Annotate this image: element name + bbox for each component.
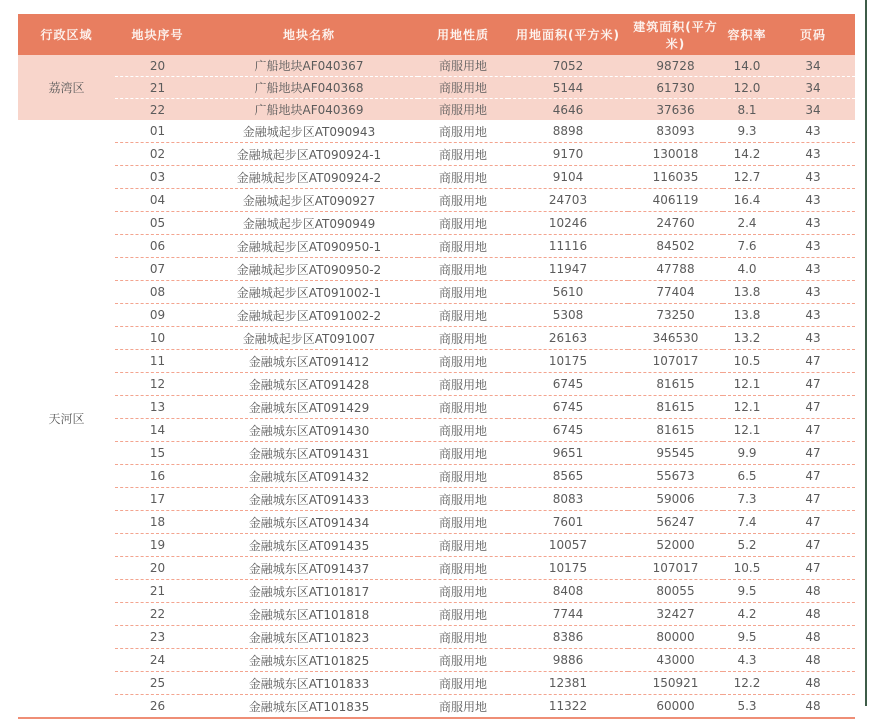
table-row [18, 672, 855, 695]
cell-plot-name: 金融城东区AT101835 [200, 695, 418, 719]
cell-page-number: 48 [771, 672, 855, 695]
cell-land-use: 商服用地 [418, 212, 508, 235]
cell-building-area: 116035 [628, 166, 723, 189]
table-row [18, 55, 855, 77]
cell-land-use: 商服用地 [418, 189, 508, 212]
cell-building-area: 80000 [628, 626, 723, 649]
column-header-land-area: 用地面积(平方米) [508, 14, 628, 55]
table-header [18, 14, 855, 55]
cell-plot-number: 25 [115, 672, 200, 695]
cell-land-area: 6745 [508, 419, 628, 442]
cell-plot-ratio: 6.5 [723, 465, 771, 488]
cell-building-area: 81615 [628, 396, 723, 419]
cell-plot-ratio: 4.0 [723, 258, 771, 281]
cell-plot-ratio: 7.4 [723, 511, 771, 534]
cell-plot-name: 金融城东区AT091430 [200, 419, 418, 442]
cell-plot-name: 金融城东区AT091431 [200, 442, 418, 465]
cell-building-area: 55673 [628, 465, 723, 488]
cell-plot-ratio: 9.3 [723, 120, 771, 143]
cell-plot-name: 金融城起步区AT090943 [200, 120, 418, 143]
cell-land-area: 4646 [508, 99, 628, 121]
cell-plot-number: 02 [115, 143, 200, 166]
table-row [18, 304, 855, 327]
cell-plot-ratio: 14.2 [723, 143, 771, 166]
cell-plot-ratio: 5.2 [723, 534, 771, 557]
table-row [18, 189, 855, 212]
cell-plot-ratio: 13.2 [723, 327, 771, 350]
column-header-land-use: 用地性质 [418, 14, 508, 55]
cell-building-area: 24760 [628, 212, 723, 235]
cell-plot-number: 12 [115, 373, 200, 396]
cell-plot-ratio: 16.4 [723, 189, 771, 212]
cell-land-use: 商服用地 [418, 396, 508, 419]
cell-building-area: 84502 [628, 235, 723, 258]
cell-land-area: 11947 [508, 258, 628, 281]
cell-building-area: 81615 [628, 419, 723, 442]
table-row [18, 143, 855, 166]
cell-plot-ratio: 10.5 [723, 557, 771, 580]
cell-building-area: 81615 [628, 373, 723, 396]
cell-building-area: 107017 [628, 350, 723, 373]
table-row [18, 350, 855, 373]
cell-land-area: 11116 [508, 235, 628, 258]
cell-plot-name: 金融城东区AT091429 [200, 396, 418, 419]
cell-plot-number: 08 [115, 281, 200, 304]
cell-building-area: 52000 [628, 534, 723, 557]
cell-page-number: 48 [771, 649, 855, 672]
cell-plot-number: 26 [115, 695, 200, 719]
table-row [18, 649, 855, 672]
cell-land-use: 商服用地 [418, 77, 508, 99]
cell-plot-name: 金融城起步区AT090950-2 [200, 258, 418, 281]
cell-plot-ratio: 4.3 [723, 649, 771, 672]
cell-plot-number: 16 [115, 465, 200, 488]
region-cell: 荔湾区 [18, 55, 115, 120]
cell-plot-name: 金融城东区AT091435 [200, 534, 418, 557]
cell-page-number: 43 [771, 281, 855, 304]
cell-plot-name: 金融城东区AT101823 [200, 626, 418, 649]
table-row [18, 258, 855, 281]
cell-land-use: 商服用地 [418, 534, 508, 557]
cell-land-use: 商服用地 [418, 281, 508, 304]
table-row [18, 511, 855, 534]
cell-land-use: 商服用地 [418, 488, 508, 511]
cell-plot-number: 15 [115, 442, 200, 465]
cell-plot-ratio: 12.0 [723, 77, 771, 99]
cell-land-use: 商服用地 [418, 55, 508, 77]
cell-plot-number: 24 [115, 649, 200, 672]
land-plots-table [18, 14, 855, 719]
cell-plot-ratio: 5.3 [723, 695, 771, 719]
cell-building-area: 80055 [628, 580, 723, 603]
cell-plot-number: 06 [115, 235, 200, 258]
cell-land-area: 10175 [508, 557, 628, 580]
cell-building-area: 107017 [628, 557, 723, 580]
cell-page-number: 47 [771, 557, 855, 580]
cell-plot-ratio: 13.8 [723, 281, 771, 304]
region-group [18, 55, 855, 120]
cell-building-area: 95545 [628, 442, 723, 465]
cell-plot-name: 金融城东区AT101833 [200, 672, 418, 695]
column-header-plot-name: 地块名称 [200, 14, 418, 55]
cell-plot-ratio: 7.3 [723, 488, 771, 511]
column-header-page-number: 页码 [771, 14, 855, 55]
table-row [18, 603, 855, 626]
cell-land-area: 26163 [508, 327, 628, 350]
cell-plot-name: 广船地块AF040367 [200, 55, 418, 77]
cell-plot-ratio: 13.8 [723, 304, 771, 327]
table-row [18, 465, 855, 488]
cell-page-number: 34 [771, 99, 855, 121]
cell-page-number: 43 [771, 258, 855, 281]
cell-building-area: 43000 [628, 649, 723, 672]
cell-land-area: 10175 [508, 350, 628, 373]
table-row [18, 166, 855, 189]
cell-plot-ratio: 10.5 [723, 350, 771, 373]
cell-building-area: 59006 [628, 488, 723, 511]
cell-plot-number: 04 [115, 189, 200, 212]
cell-plot-name: 金融城起步区AT090924-2 [200, 166, 418, 189]
cell-plot-name: 广船地块AF040368 [200, 77, 418, 99]
cell-land-area: 8408 [508, 580, 628, 603]
cell-land-use: 商服用地 [418, 442, 508, 465]
table-row [18, 235, 855, 258]
cell-plot-name: 金融城东区AT091434 [200, 511, 418, 534]
cell-plot-number: 19 [115, 534, 200, 557]
cell-plot-ratio: 12.1 [723, 373, 771, 396]
region-group [18, 120, 855, 718]
cell-land-area: 6745 [508, 373, 628, 396]
cell-land-use: 商服用地 [418, 695, 508, 719]
cell-plot-number: 21 [115, 77, 200, 99]
cell-land-use: 商服用地 [418, 166, 508, 189]
cell-land-area: 5308 [508, 304, 628, 327]
cell-plot-ratio: 9.9 [723, 442, 771, 465]
cell-page-number: 43 [771, 189, 855, 212]
cell-building-area: 73250 [628, 304, 723, 327]
column-header-plot-ratio: 容积率 [723, 14, 771, 55]
cell-plot-name: 金融城东区AT101818 [200, 603, 418, 626]
table-row [18, 327, 855, 350]
cell-land-use: 商服用地 [418, 99, 508, 121]
cell-land-area: 8898 [508, 120, 628, 143]
cell-land-area: 9886 [508, 649, 628, 672]
cell-page-number: 48 [771, 626, 855, 649]
cell-land-use: 商服用地 [418, 672, 508, 695]
cell-building-area: 32427 [628, 603, 723, 626]
cell-building-area: 406119 [628, 189, 723, 212]
column-header-building-area: 建筑面积(平方米) [628, 14, 723, 55]
table-row [18, 534, 855, 557]
cell-page-number: 47 [771, 442, 855, 465]
cell-page-number: 47 [771, 350, 855, 373]
cell-land-use: 商服用地 [418, 350, 508, 373]
cell-page-number: 43 [771, 120, 855, 143]
column-header-plot-number: 地块序号 [115, 14, 200, 55]
cell-land-use: 商服用地 [418, 626, 508, 649]
cell-page-number: 48 [771, 580, 855, 603]
cell-plot-number: 01 [115, 120, 200, 143]
cell-building-area: 77404 [628, 281, 723, 304]
cell-plot-ratio: 2.4 [723, 212, 771, 235]
cell-plot-name: 金融城起步区AT090924-1 [200, 143, 418, 166]
cell-page-number: 47 [771, 373, 855, 396]
cell-land-area: 7744 [508, 603, 628, 626]
cell-building-area: 83093 [628, 120, 723, 143]
cell-land-use: 商服用地 [418, 649, 508, 672]
cell-plot-ratio: 12.2 [723, 672, 771, 695]
cell-plot-ratio: 4.2 [723, 603, 771, 626]
cell-page-number: 34 [771, 55, 855, 77]
cell-building-area: 150921 [628, 672, 723, 695]
cell-land-area: 12381 [508, 672, 628, 695]
cell-plot-number: 17 [115, 488, 200, 511]
cell-page-number: 43 [771, 327, 855, 350]
table-row [18, 419, 855, 442]
cell-land-use: 商服用地 [418, 580, 508, 603]
cell-plot-name: 金融城起步区AT091007 [200, 327, 418, 350]
cell-land-use: 商服用地 [418, 557, 508, 580]
cell-land-area: 8083 [508, 488, 628, 511]
cell-page-number: 43 [771, 143, 855, 166]
cell-building-area: 61730 [628, 77, 723, 99]
cell-page-number: 48 [771, 695, 855, 719]
cell-land-use: 商服用地 [418, 465, 508, 488]
cell-plot-name: 金融城东区AT101817 [200, 580, 418, 603]
cell-land-area: 24703 [508, 189, 628, 212]
cell-page-number: 43 [771, 304, 855, 327]
cell-plot-ratio: 9.5 [723, 626, 771, 649]
cell-plot-name: 金融城东区AT101825 [200, 649, 418, 672]
cell-land-use: 商服用地 [418, 511, 508, 534]
cell-plot-name: 金融城东区AT091428 [200, 373, 418, 396]
cell-land-area: 8386 [508, 626, 628, 649]
cell-plot-name: 金融城东区AT091433 [200, 488, 418, 511]
cell-land-area: 9651 [508, 442, 628, 465]
cell-plot-number: 22 [115, 603, 200, 626]
cell-page-number: 47 [771, 419, 855, 442]
cell-plot-number: 14 [115, 419, 200, 442]
cell-plot-name: 金融城起步区AT090949 [200, 212, 418, 235]
table-row [18, 626, 855, 649]
table-row [18, 373, 855, 396]
cell-building-area: 346530 [628, 327, 723, 350]
cell-plot-ratio: 12.1 [723, 419, 771, 442]
cell-land-area: 6745 [508, 396, 628, 419]
cell-land-use: 商服用地 [418, 258, 508, 281]
cell-plot-name: 金融城起步区AT091002-1 [200, 281, 418, 304]
cell-plot-name: 金融城起步区AT091002-2 [200, 304, 418, 327]
cell-plot-ratio: 9.5 [723, 580, 771, 603]
header-row [18, 14, 855, 55]
cell-plot-name: 广船地块AF040369 [200, 99, 418, 121]
cell-page-number: 47 [771, 465, 855, 488]
cell-land-use: 商服用地 [418, 373, 508, 396]
cell-land-area: 10057 [508, 534, 628, 557]
land-plots-table-container [18, 14, 855, 719]
cell-plot-number: 05 [115, 212, 200, 235]
cell-building-area: 130018 [628, 143, 723, 166]
window-edge-line [865, 0, 867, 706]
table-row [18, 99, 855, 121]
table-row [18, 442, 855, 465]
cell-land-use: 商服用地 [418, 327, 508, 350]
cell-plot-number: 03 [115, 166, 200, 189]
table-row [18, 281, 855, 304]
cell-building-area: 37636 [628, 99, 723, 121]
cell-plot-ratio: 7.6 [723, 235, 771, 258]
table-row [18, 488, 855, 511]
cell-plot-number: 22 [115, 99, 200, 121]
cell-plot-ratio: 12.1 [723, 396, 771, 419]
cell-land-area: 11322 [508, 695, 628, 719]
cell-page-number: 43 [771, 235, 855, 258]
cell-land-use: 商服用地 [418, 603, 508, 626]
table-row [18, 557, 855, 580]
cell-land-use: 商服用地 [418, 120, 508, 143]
cell-land-use: 商服用地 [418, 304, 508, 327]
cell-land-area: 5144 [508, 77, 628, 99]
cell-plot-number: 07 [115, 258, 200, 281]
cell-building-area: 98728 [628, 55, 723, 77]
cell-plot-number: 10 [115, 327, 200, 350]
cell-land-area: 7601 [508, 511, 628, 534]
cell-land-area: 5610 [508, 281, 628, 304]
cell-page-number: 43 [771, 166, 855, 189]
cell-plot-name: 金融城东区AT091437 [200, 557, 418, 580]
cell-page-number: 47 [771, 534, 855, 557]
cell-plot-ratio: 8.1 [723, 99, 771, 121]
table-row [18, 580, 855, 603]
cell-building-area: 47788 [628, 258, 723, 281]
cell-building-area: 56247 [628, 511, 723, 534]
cell-page-number: 43 [771, 212, 855, 235]
cell-plot-name: 金融城东区AT091432 [200, 465, 418, 488]
cell-plot-ratio: 14.0 [723, 55, 771, 77]
table-row [18, 396, 855, 419]
table-row [18, 212, 855, 235]
cell-land-area: 9170 [508, 143, 628, 166]
cell-plot-ratio: 12.7 [723, 166, 771, 189]
table-row [18, 695, 855, 719]
cell-land-area: 7052 [508, 55, 628, 77]
cell-plot-number: 18 [115, 511, 200, 534]
table-row [18, 120, 855, 143]
cell-land-area: 8565 [508, 465, 628, 488]
cell-plot-number: 20 [115, 55, 200, 77]
column-header-region: 行政区域 [18, 14, 115, 55]
cell-page-number: 47 [771, 488, 855, 511]
cell-page-number: 48 [771, 603, 855, 626]
cell-plot-number: 21 [115, 580, 200, 603]
cell-land-use: 商服用地 [418, 143, 508, 166]
cell-plot-number: 13 [115, 396, 200, 419]
cell-land-area: 9104 [508, 166, 628, 189]
cell-plot-name: 金融城东区AT091412 [200, 350, 418, 373]
cell-page-number: 47 [771, 396, 855, 419]
cell-land-use: 商服用地 [418, 235, 508, 258]
cell-page-number: 47 [771, 511, 855, 534]
cell-plot-number: 09 [115, 304, 200, 327]
cell-land-use: 商服用地 [418, 419, 508, 442]
cell-plot-number: 11 [115, 350, 200, 373]
region-cell: 天河区 [18, 120, 115, 718]
table-row [18, 77, 855, 99]
cell-plot-number: 23 [115, 626, 200, 649]
cell-land-area: 10246 [508, 212, 628, 235]
cell-plot-name: 金融城起步区AT090927 [200, 189, 418, 212]
cell-plot-name: 金融城起步区AT090950-1 [200, 235, 418, 258]
cell-plot-number: 20 [115, 557, 200, 580]
cell-page-number: 34 [771, 77, 855, 99]
cell-building-area: 60000 [628, 695, 723, 719]
